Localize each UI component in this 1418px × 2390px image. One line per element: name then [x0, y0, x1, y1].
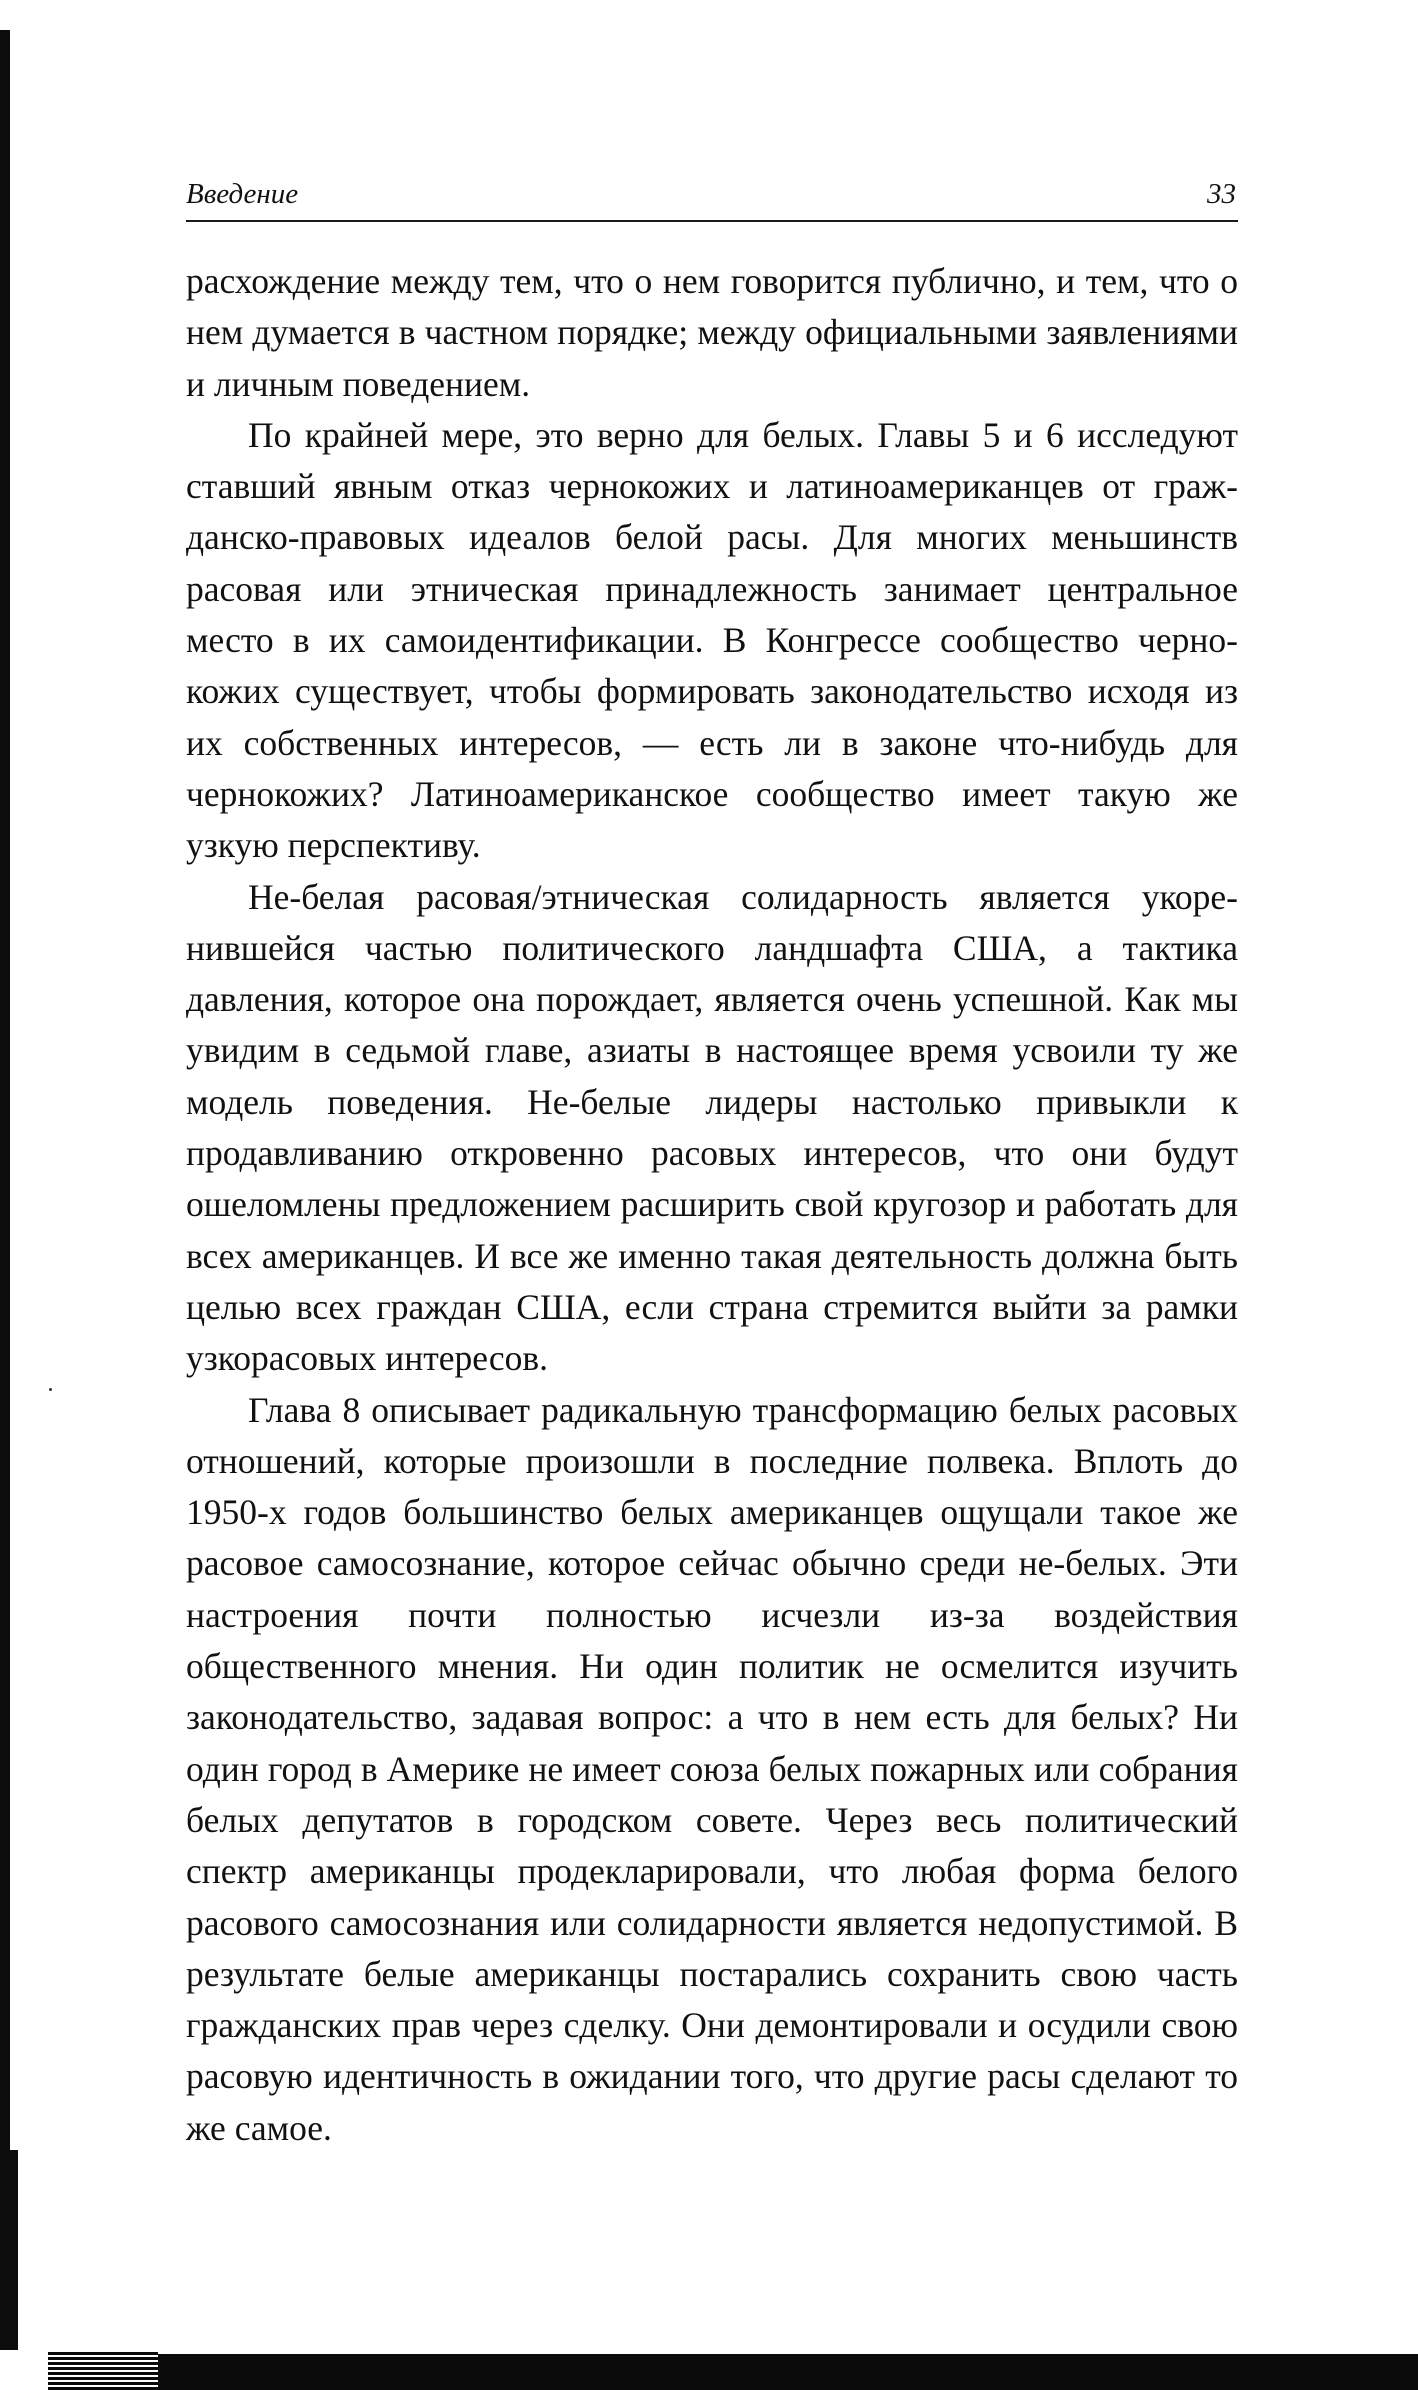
scan-margin-left [0, 30, 10, 2350]
paragraph-3: Не-белая расовая/этническая солидарность является укоренившейся частью политического ландшафта США, а тактика давления, которое она порождает, является очень успешной. Как мы увидим в седьмой главе, азиаты в настоящее время усвоили ту же модель поведения. Не-белые лидеры настолько привыкли к продавливанию откровенно расовых интересов, что они будут ошеломлены предложением расширить свой кругозор и работать для всех американцев. И все же именно такая деятельность должна быть целью всех граждан США, если страна стремится выйти за рамки узкорасовых интересов. [186, 876, 1238, 1379]
body-text [186, 256, 1238, 2154]
running-head-section-title: Введение [186, 178, 299, 210]
running-head [186, 168, 1238, 222]
page-number: 33 [1207, 178, 1236, 210]
paragraph-2: По крайней мере, это верно для белых. Главы 5 и 6 исследуют ставший явным отказ чернокожих и латиноамериканцев от гражданско-правовых идеалов белой расы. Для многих меньшинств расовая или этническая принадлежность занимает центральное место в их самоидентификации. В Конгрессе сообщество чернокожих существует, чтобы формировать законодательство исходя из их собственных интересов, — есть ли в законе что-нибудь для чернокожих? Латиноамериканское сообщество имеет такую же узкую перспективу. [186, 414, 1238, 866]
paragraph-4: Глава 8 описывает радикальную трансформацию белых расовых отношений, которые произошли в последние полвека. Вплоть до 1950-х годов большинство белых американцев ощущали такое же расовое самосознание, которое сейчас обычно среди не-белых. Эти настроения почти полностью исчезли из-за воздействия общественного мнения. Ни один политик не осмелится изучить законодательство, задавая вопрос: а что в нем есть для белых? Ни один город в Америке не имеет союза белых пожарных или собрания белых депутатов в городском совете. Через весь политический спектр американцы продекларировали, что любая форма белого расового самосознания или солидарности является недопустимой. В результате белые американцы постарались сохранить свою часть гражданских прав через сделку. Они демонтировали и осудили свою расовую идентичность в ожидании того, что другие расы сделают то же самое. [186, 1389, 1238, 2148]
scan-margin-bottom [48, 2354, 1418, 2390]
paragraph-1: расхождение между тем, что о нем говорится публично, и тем, что о нем думается в частном порядке; между официальными заявлениями и личным поведением. [186, 261, 1238, 404]
scan-margin-left-mark [0, 2150, 18, 2350]
scan-speck [49, 1388, 52, 1391]
scan-margin-bottom-stripe [48, 2350, 158, 2390]
book-page [186, 168, 1238, 2154]
